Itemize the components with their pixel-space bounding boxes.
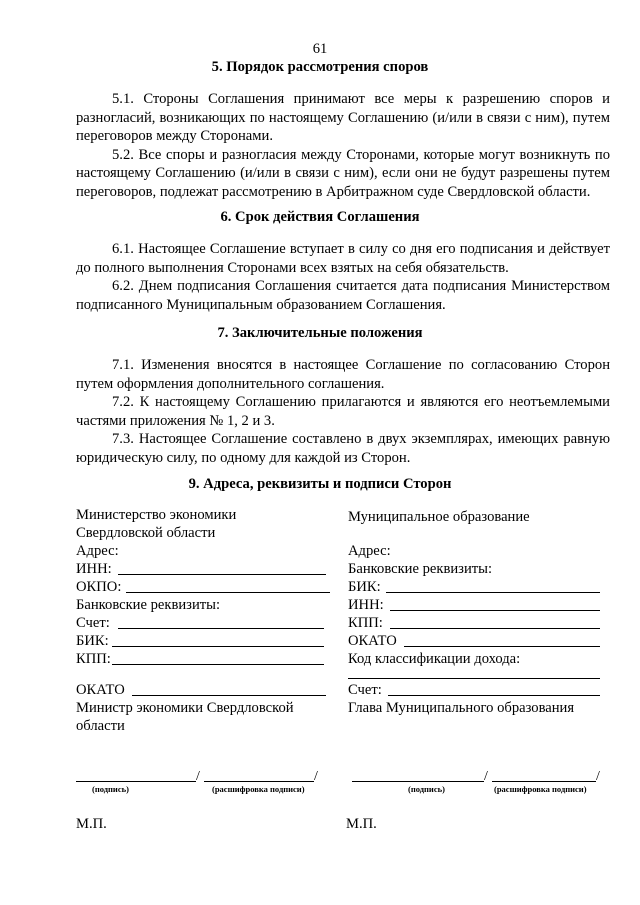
left-signature-line <box>76 781 196 782</box>
paragraph-5-2: 5.2. Все споры и разногласия между Сторонами, которые могут возникнуть по настоящему Соглашению (и/или в связи с ним), если они не будут разрешены путем переговоров, подлежат рассмотрению в Арбитражном суде Свердловской области. <box>76 146 610 200</box>
paragraph-7-2: 7.2. К настоящему Соглашению прилагаются и являются его неотъемлемыми частями приложения № 1, 2 и 3. <box>76 394 610 429</box>
paragraph-6-1: 6.1. Настоящее Соглашение вступает в силу со дня его подписания и действует до полного выполнения Сторонами всех взятых на себя обязательств. <box>76 241 610 276</box>
right-income-code-field <box>348 678 600 679</box>
paragraph-7-1: 7.1. Изменения вносятся в настоящее Соглашение по согласованию Сторон путем оформления дополнительного соглашения. <box>76 357 610 392</box>
left-address-label: Адрес: <box>76 543 119 559</box>
left-kpp-label: КПП: <box>76 651 111 667</box>
left-kpp-field <box>112 664 324 665</box>
right-signature-caption: (подпись) <box>408 784 445 794</box>
right-org: Муниципальное образование <box>348 509 530 525</box>
section-7-title: 7. Заключительные положения <box>217 325 423 341</box>
right-okato-field <box>404 646 600 647</box>
right-income-code-label: Код классификации дохода: <box>348 651 521 667</box>
left-okpo-field <box>126 592 330 593</box>
section-6-body <box>76 240 610 314</box>
left-account-field <box>118 628 324 629</box>
left-bik-label: БИК: <box>76 633 109 649</box>
left-org-line2: Свердловской области <box>76 525 216 541</box>
paragraph-6-2: 6.2. Днем подписания Соглашения считается дата подписания Министерством подписанного Муниципальным образованием Соглашения. <box>76 278 610 313</box>
left-bank-label: Банковские реквизиты: <box>76 597 220 613</box>
left-signature-caption: (подпись) <box>92 784 129 794</box>
right-inn-field <box>390 610 600 611</box>
right-kpp-field <box>390 628 600 629</box>
section-5-title: 5. Порядок рассмотрения споров <box>211 59 429 75</box>
right-signature-slash-1: / <box>484 769 488 784</box>
paragraph-7-3: 7.3. Настоящее Соглашение составлено в двух экземплярах, имеющих равную юридическую силу, по одному для каждой из Сторон. <box>76 431 610 466</box>
left-stamp: М.П. <box>76 816 107 832</box>
right-address-label: Адрес: <box>348 543 391 559</box>
right-signer: Глава Муниципального образования <box>348 700 575 716</box>
paragraph-5-1: 5.1. Стороны Соглашения принимают все меры к разрешению споров и разногласий, возникающих по настоящему Соглашению (и/или в связи с ним), путем переговоров между Сторонами. <box>76 91 610 144</box>
left-inn-field <box>118 574 326 575</box>
right-bank-label: Банковские реквизиты: <box>348 561 492 577</box>
left-decode-caption: (расшифровка подписи) <box>212 784 305 794</box>
right-decode-line <box>492 781 596 782</box>
right-stamp: М.П. <box>346 816 377 832</box>
left-signer-line1: Министр экономики Свердловской <box>76 700 294 716</box>
right-account-field <box>388 695 600 696</box>
left-signer-line2: области <box>76 718 125 734</box>
left-signature-slash-2: / <box>314 769 318 784</box>
section-7-body <box>76 356 610 467</box>
right-account-label: Счет: <box>348 682 382 698</box>
left-bik-field <box>112 646 324 647</box>
left-decode-line <box>204 781 314 782</box>
right-kpp-label: КПП: <box>348 615 383 631</box>
right-signature-slash-2: / <box>596 769 600 784</box>
right-bik-label: БИК: <box>348 579 381 595</box>
section-5-body <box>76 90 610 201</box>
left-inn-label: ИНН: <box>76 561 112 577</box>
left-org-line1: Министерство экономики <box>76 507 237 523</box>
right-inn-label: ИНН: <box>348 597 384 613</box>
left-okato-label: ОКАТО <box>76 682 125 698</box>
page-number: 61 <box>312 41 328 57</box>
right-okato-label: ОКАТО <box>348 633 397 649</box>
right-signature-line <box>352 781 484 782</box>
right-bik-field <box>386 592 600 593</box>
left-okato-field <box>132 695 326 696</box>
left-signature-slash-1: / <box>196 769 200 784</box>
right-decode-caption: (расшифровка подписи) <box>494 784 587 794</box>
section-6-title: 6. Срок действия Соглашения <box>220 209 420 225</box>
left-account-label: Счет: <box>76 615 110 631</box>
left-okpo-label: ОКПО: <box>76 579 122 595</box>
section-9-title: 9. Адреса, реквизиты и подписи Сторон <box>188 476 452 492</box>
